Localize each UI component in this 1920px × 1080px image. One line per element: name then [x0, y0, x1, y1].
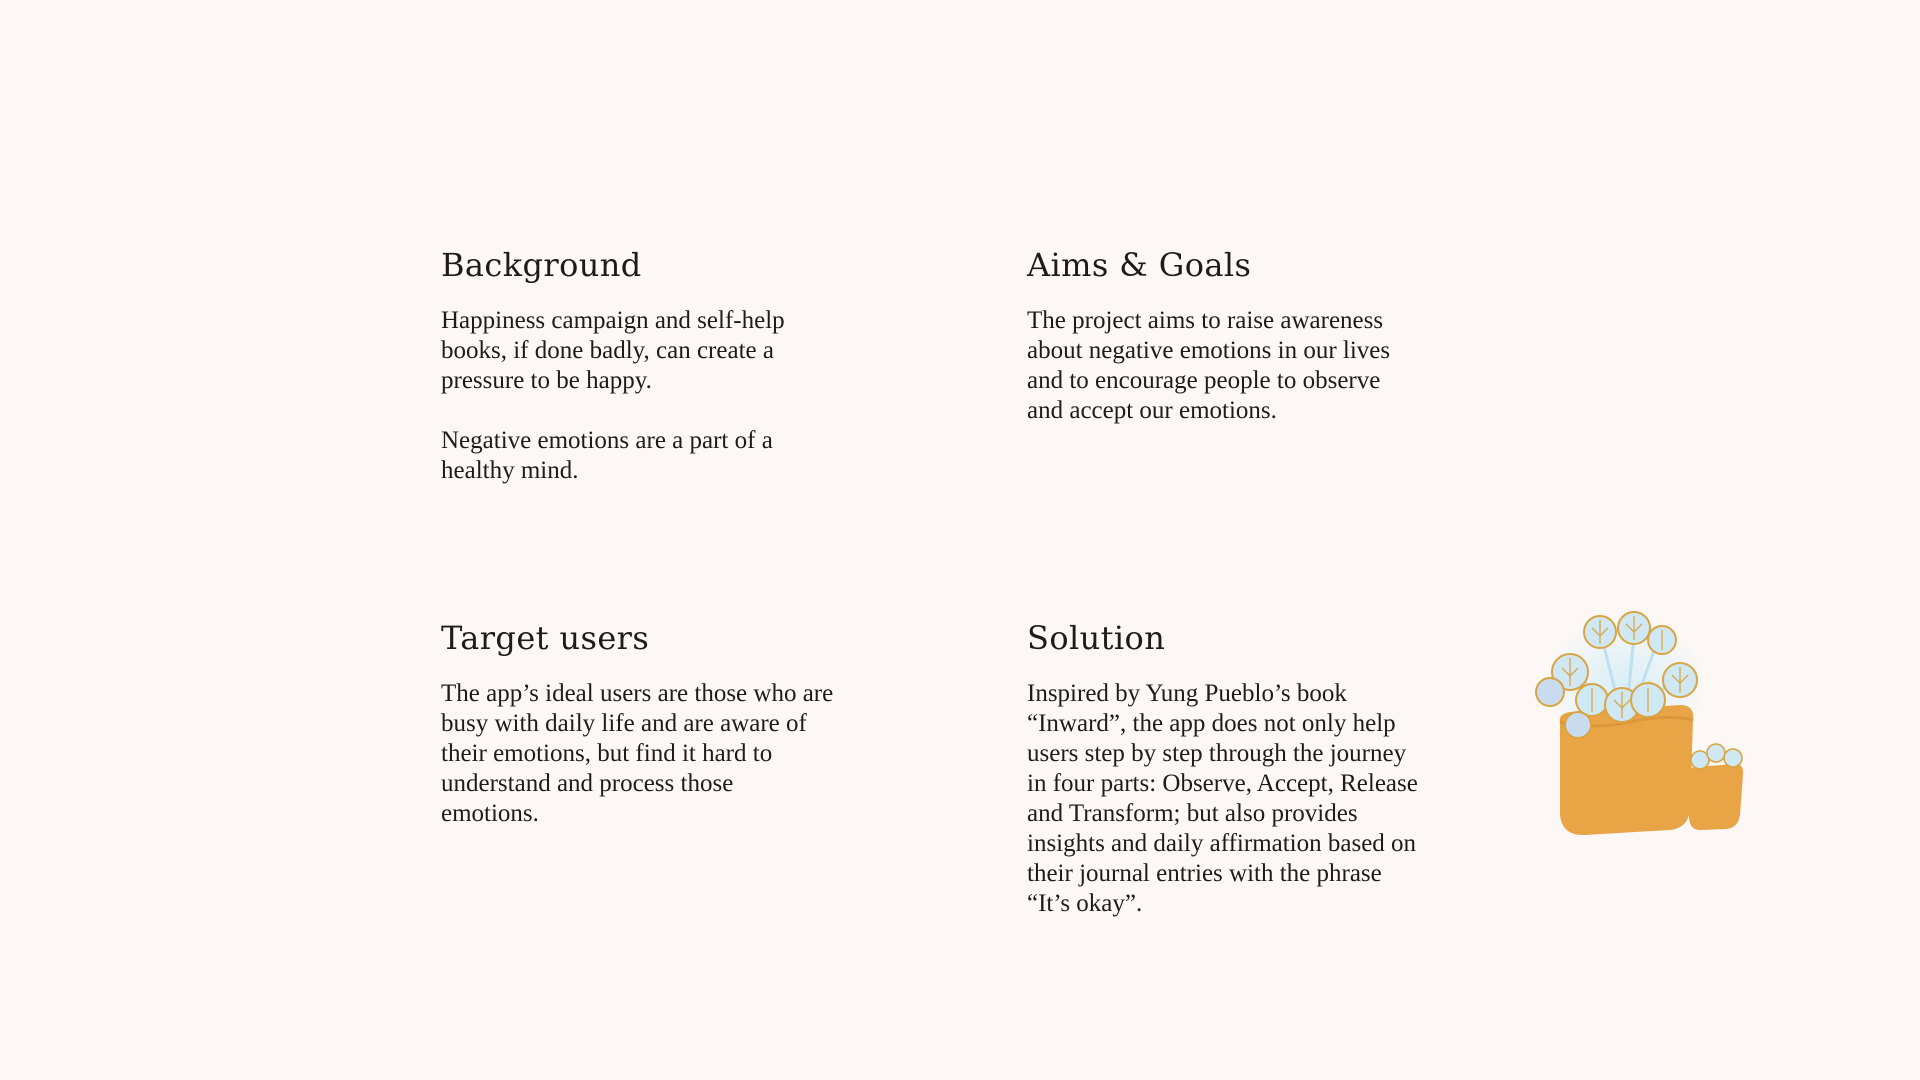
solution-paragraph: Inspired by Yung Pueblo’s book “Inward”, the app does not only help users step by step through the journey in four parts: Observe, Accept, Release and Transform; but also provides insights and daily affirmation based on their journal entries with the phrase “It’s okay”. — [1027, 680, 1418, 918]
target-users-paragraph: The app’s ideal users are those who are busy with daily life and are aware of their emotions, but find it hard to understand and process those emotions. — [441, 680, 834, 828]
aims-goals-paragraph: The project aims to raise awareness about negative emotions in our lives and to encourage people to observe and accept our emotions. — [1027, 307, 1391, 425]
background-paragraph-2: Negative emotions are a part of a healthy mind. — [441, 427, 773, 485]
background-section — [441, 246, 911, 516]
target-users-section — [441, 619, 911, 859]
aims-goals-section — [1027, 246, 1497, 456]
small-plant-leaves — [1691, 744, 1742, 769]
solution-section — [1027, 619, 1497, 949]
target-users-heading: Target users — [441, 619, 650, 657]
small-pot — [1688, 764, 1743, 830]
potted-plants-illustration — [1530, 610, 1760, 850]
solution-heading: Solution — [1027, 619, 1166, 657]
background-paragraph-1: Happiness campaign and self-help books, if done badly, can create a pressure to be happy. — [441, 307, 785, 395]
background-heading: Background — [441, 246, 642, 284]
aims-goals-heading: Aims & Goals — [1027, 246, 1252, 284]
